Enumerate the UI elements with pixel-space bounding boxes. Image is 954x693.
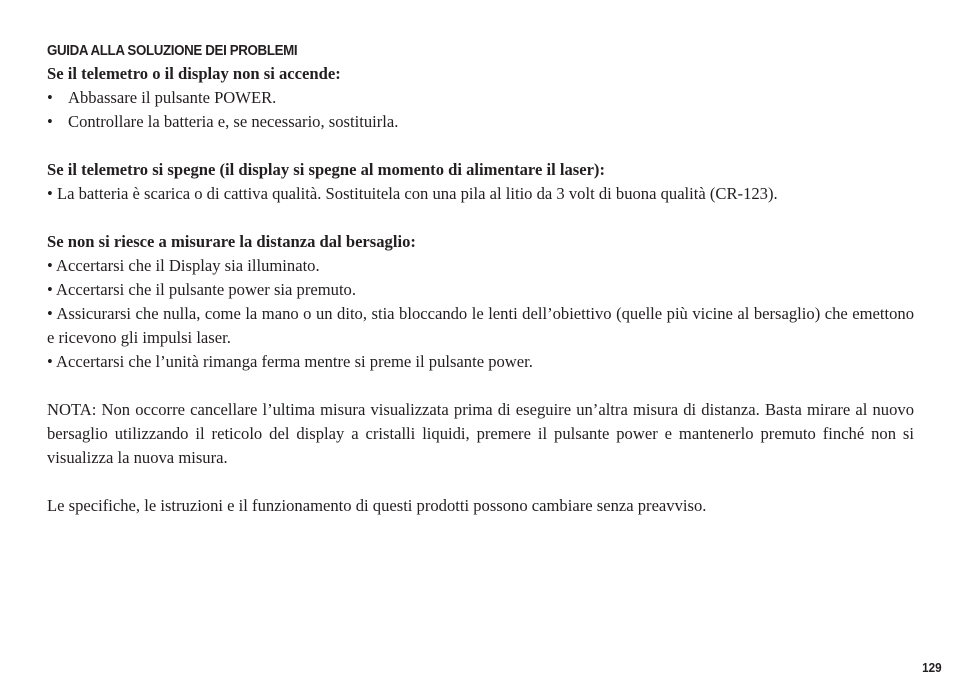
page-title: GUIDA ALLA SOLUZIONE DEI PROBLEMI: [47, 43, 298, 59]
spacer: [47, 206, 914, 230]
list-item: • Accertarsi che l’unità rimanga ferma mentre si preme il pulsante power.: [47, 352, 533, 371]
bullet-icon: •: [47, 88, 53, 107]
list-item: • Accertarsi che il pulsante power sia premuto.: [47, 280, 357, 299]
list-item: • Accertarsi che il Display sia illuminato.: [47, 256, 320, 275]
bullet-icon: •: [47, 112, 53, 131]
page-content: [47, 40, 914, 518]
list-item-text: Abbassare il pulsante POWER.: [68, 88, 277, 107]
disclaimer-paragraph: Le specifiche, le istruzioni e il funzionamento di questi prodotti possono cambiare senza preavviso.: [47, 496, 707, 515]
note-paragraph: NOTA: Non occorre cancellare l’ultima misura visualizzata prima di eseguire un’altra misura di distanza. Basta mirare al nuovo bersaglio utilizzando il reticolo del display a cristalli liquidi, premere il pulsante power e mantenerlo premuto finché non si visualizza la nuova misura.: [47, 400, 914, 467]
list-item: [47, 110, 914, 134]
spacer: [47, 470, 914, 494]
list-item-text: Controllare la batteria e, se necessario, sostituirla.: [68, 112, 399, 131]
spacer: [47, 134, 914, 158]
section-title-power: Se il telemetro o il display non si accende:: [47, 64, 341, 83]
list-item: [47, 86, 914, 110]
list-item: • Assicurarsi che nulla, come la mano o un dito, stia bloccando le lenti dell’obiettivo (quelle più vicine al bersaglio) che emettono e ricevono gli impulsi laser.: [47, 304, 914, 347]
list-item: • La batteria è scarica o di cattiva qualità. Sostituitela con una pila al litio da 3 volt di buona qualità (CR-123).: [47, 184, 778, 203]
spacer: [47, 374, 914, 398]
section-title-distance: Se non si riesce a misurare la distanza dal bersaglio:: [47, 232, 416, 251]
page-number: 129: [922, 660, 942, 675]
section-title-shutdown: Se il telemetro si spegne (il display si spegne al momento di alimentare il laser):: [47, 160, 605, 179]
